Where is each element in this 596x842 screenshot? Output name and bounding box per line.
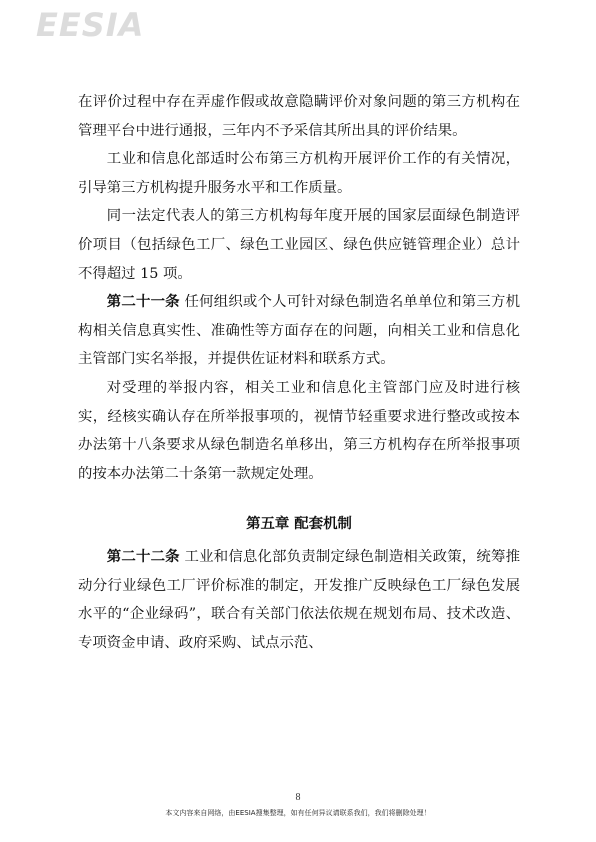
page-number: 8 [295, 792, 301, 803]
article-22-title: 第二十二条 [106, 548, 180, 565]
eesia-watermark-logo: EESIA [36, 6, 145, 44]
document-body [78, 88, 520, 657]
article-22 [78, 543, 520, 657]
paragraph-project-limit: 同一法定代表人的第三方机构每年度开展的国家层面绿色制造评价项目（包括绿色工厂、绿色工业园区、绿色供应链管理企业）总计不得超过 15 项。 [78, 208, 520, 282]
footer-notice: 本文内容来自网络，由EESIA搜集整理，如有任何异议请联系我们，我们将删除处理！ [165, 809, 431, 817]
article-21-title: 第二十一条 [106, 294, 180, 311]
paragraph-report-handling: 对受理的举报内容，相关工业和信息化主管部门应及时进行核实，经核实确认存在所举报事项的，视情节轻重要求进行整改或按本办法第十八条要求从绿色制造名单移出，第三方机构存在所举报事项的按本办法第二十条第一款规定处理。 [78, 379, 520, 482]
article-22-body: 工业和信息化部负责制定绿色制造相关政策，统筹推动分行业绿色工厂评价标准的制定，开发推广反映绿色工厂绿色发展水平的“企业绿码”，联合有关部门依法依规在规划布局、技术改造、专项资金申请、政府采购、试点示范、 [78, 548, 520, 651]
article-21 [78, 288, 520, 374]
paragraph-publish-situation: 工业和信息化部适时公布第三方机构开展评价工作的有关情况，引导第三方机构提升服务水平和工作质量。 [78, 151, 520, 196]
article-21-body: 任何组织或个人可针对绿色制造名单单位和第三方机构相关信息真实性、准确性等方面存在的问题，向相关工业和信息化主管部门实名举报，并提供佐证材料和联系方式。 [78, 294, 520, 368]
paragraph-evaluation-fraud: 在评价过程中存在弄虚作假或故意隐瞒评价对象问题的第三方机构在管理平台中进行通报，三年内不予采信其所出具的评价结果。 [78, 94, 520, 139]
chapter-heading: 第五章 配套机制 [246, 516, 352, 533]
